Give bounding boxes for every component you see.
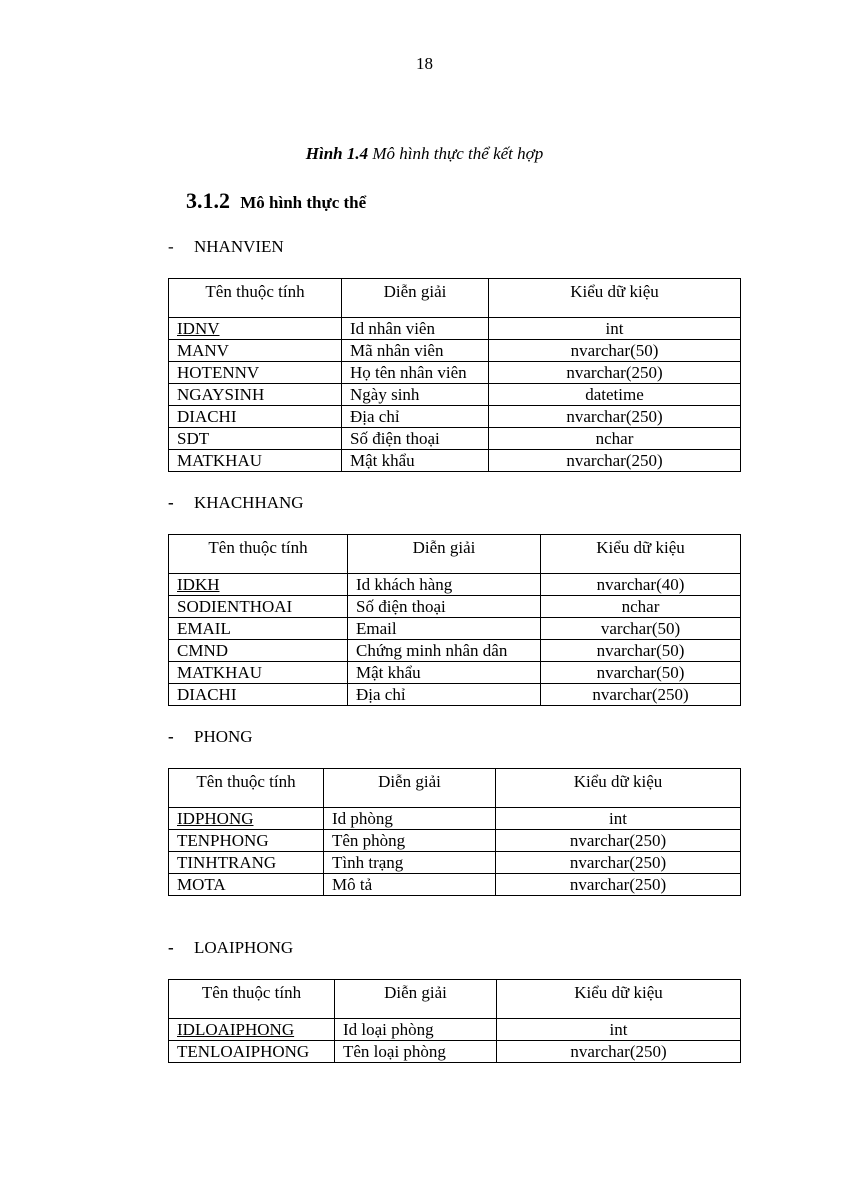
- attr-name: CMND: [169, 640, 348, 662]
- header-name: Tên thuộc tính: [169, 980, 335, 1019]
- attr-type: varchar(50): [541, 618, 741, 640]
- table-row: [169, 684, 741, 706]
- attr-type: int: [489, 318, 741, 340]
- attr-type: nvarchar(250): [496, 830, 741, 852]
- attr-desc: Tình trạng: [324, 852, 496, 874]
- entity-dash: -: [168, 938, 174, 957]
- table-row: [169, 574, 741, 596]
- table-row: [169, 318, 741, 340]
- header-name: Tên thuộc tính: [169, 535, 348, 574]
- table-phong: [168, 768, 741, 896]
- attr-desc: Tên loại phòng: [335, 1041, 497, 1063]
- attr-type: nvarchar(50): [541, 662, 741, 684]
- entity-label-phong: [168, 727, 253, 747]
- entity-name: KHACHHANG: [194, 493, 304, 512]
- attr-type: int: [497, 1019, 741, 1041]
- header-type: Kiểu dữ kiệu: [489, 279, 741, 318]
- header-desc: Diễn giải: [342, 279, 489, 318]
- section-title: Mô hình thực thể: [240, 193, 367, 212]
- attr-desc: Id phòng: [324, 808, 496, 830]
- attr-type: nvarchar(50): [489, 340, 741, 362]
- table-header-row: [169, 980, 741, 1019]
- attr-desc: Id nhân viên: [342, 318, 489, 340]
- attr-type: nvarchar(250): [489, 406, 741, 428]
- attr-name: MATKHAU: [169, 450, 342, 472]
- attr-name: NGAYSINH: [169, 384, 342, 406]
- attr-desc: Địa chỉ: [342, 406, 489, 428]
- entity-dash: -: [168, 727, 174, 746]
- attr-desc: Id khách hàng: [348, 574, 541, 596]
- table-row: [169, 428, 741, 450]
- attr-desc: Mật khẩu: [342, 450, 489, 472]
- attr-name: IDNV: [169, 318, 342, 340]
- entity-name: LOAIPHONG: [194, 938, 294, 957]
- attr-name: DIACHI: [169, 406, 342, 428]
- header-name: Tên thuộc tính: [169, 279, 342, 318]
- table-row: [169, 618, 741, 640]
- attr-type: nvarchar(250): [497, 1041, 741, 1063]
- attr-name: EMAIL: [169, 618, 348, 640]
- attr-desc: Email: [348, 618, 541, 640]
- table-row: [169, 384, 741, 406]
- header-desc: Diễn giải: [335, 980, 497, 1019]
- header-name: Tên thuộc tính: [169, 769, 324, 808]
- entity-dash: -: [168, 237, 174, 256]
- attr-name: SODIENTHOAI: [169, 596, 348, 618]
- entity-dash: -: [168, 493, 174, 512]
- attr-name: MATKHAU: [169, 662, 348, 684]
- attr-type: nvarchar(250): [489, 450, 741, 472]
- table-row: [169, 340, 741, 362]
- attr-desc: Số điện thoại: [342, 428, 489, 450]
- attr-desc: Tên phòng: [324, 830, 496, 852]
- attr-type: int: [496, 808, 741, 830]
- table-row: [169, 830, 741, 852]
- attr-desc: Mã nhân viên: [342, 340, 489, 362]
- section-number: 3.1.2: [186, 188, 230, 213]
- entity-name: PHONG: [194, 727, 253, 746]
- table-row: [169, 406, 741, 428]
- table-row: [169, 808, 741, 830]
- attr-name: IDKH: [169, 574, 348, 596]
- attr-type: nvarchar(250): [541, 684, 741, 706]
- table-row: [169, 874, 741, 896]
- table-nhanvien: [168, 278, 741, 472]
- table-row: [169, 1019, 741, 1041]
- table-loaiphong: [168, 979, 741, 1063]
- attr-desc: Chứng minh nhân dân: [348, 640, 541, 662]
- table-header-row: [169, 535, 741, 574]
- page-number: 18: [416, 54, 433, 73]
- attr-type: nchar: [489, 428, 741, 450]
- table-row: [169, 1041, 741, 1063]
- attr-name: MOTA: [169, 874, 324, 896]
- attr-desc: Họ tên nhân viên: [342, 362, 489, 384]
- table-row: [169, 662, 741, 684]
- header-desc: Diễn giải: [324, 769, 496, 808]
- attr-type: nchar: [541, 596, 741, 618]
- attr-desc: Ngày sinh: [342, 384, 489, 406]
- attr-name: SDT: [169, 428, 342, 450]
- figure-caption: [0, 144, 849, 164]
- section-heading: [186, 188, 366, 214]
- attr-type: nvarchar(250): [489, 362, 741, 384]
- table-header-row: [169, 769, 741, 808]
- attr-name: TENPHONG: [169, 830, 324, 852]
- attr-name: HOTENNV: [169, 362, 342, 384]
- entity-label-nhanvien: [168, 237, 284, 257]
- attr-name: TENLOAIPHONG: [169, 1041, 335, 1063]
- header-desc: Diễn giải: [348, 535, 541, 574]
- figure-caption-label: Hình 1.4: [305, 144, 369, 163]
- header-type: Kiểu dữ kiệu: [496, 769, 741, 808]
- table-row: [169, 450, 741, 472]
- attr-desc: Địa chỉ: [348, 684, 541, 706]
- figure-caption-text: Mô hình thực thể kết hợp: [372, 144, 544, 163]
- table-row: [169, 852, 741, 874]
- attr-name: MANV: [169, 340, 342, 362]
- attr-desc: Id loại phòng: [335, 1019, 497, 1041]
- attr-desc: Số điện thoại: [348, 596, 541, 618]
- attr-name: IDPHONG: [169, 808, 324, 830]
- attr-type: nvarchar(250): [496, 852, 741, 874]
- attr-name: DIACHI: [169, 684, 348, 706]
- entity-name: NHANVIEN: [194, 237, 284, 256]
- attr-type: datetime: [489, 384, 741, 406]
- header-type: Kiểu dữ kiệu: [497, 980, 741, 1019]
- attr-desc: Mật khẩu: [348, 662, 541, 684]
- entity-label-loaiphong: [168, 938, 293, 958]
- table-header-row: [169, 279, 741, 318]
- header-type: Kiểu dữ kiệu: [541, 535, 741, 574]
- attr-type: nvarchar(250): [496, 874, 741, 896]
- attr-name: IDLOAIPHONG: [169, 1019, 335, 1041]
- table-row: [169, 640, 741, 662]
- attr-desc: Mô tả: [324, 874, 496, 896]
- table-khachhang: [168, 534, 741, 706]
- attr-type: nvarchar(40): [541, 574, 741, 596]
- table-row: [169, 362, 741, 384]
- attr-name: TINHTRANG: [169, 852, 324, 874]
- entity-label-khachhang: [168, 493, 304, 513]
- table-row: [169, 596, 741, 618]
- attr-type: nvarchar(50): [541, 640, 741, 662]
